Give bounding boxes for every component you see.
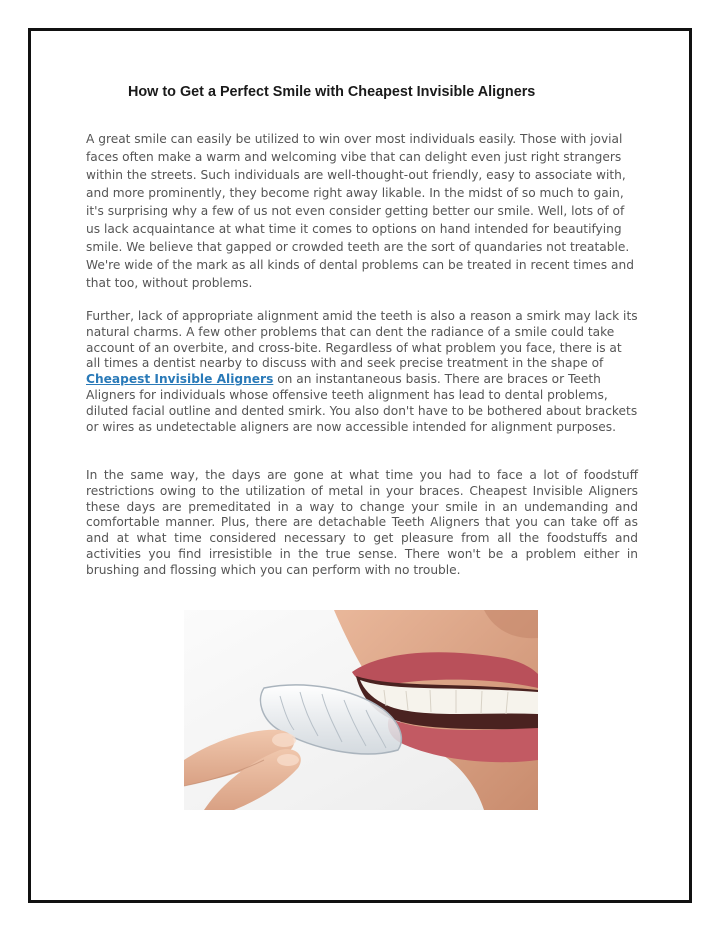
paragraph-alignment-text-start: Further, lack of appropriate alignment amid the teeth is also a reason a smirk may lack its natural charms. A few other problems that can dent the radiance of a smile could take account of an overbite, and cross-bite. Regardless of what problem you face, there is at all times a dentist nearby to discuss with and seek precise treatment in the shape of (86, 309, 638, 371)
smile-aligner-illustration (184, 610, 538, 810)
cheapest-invisible-aligners-link[interactable]: Cheapest Invisible Aligners (86, 372, 274, 387)
paragraph-alignment-text-end: on an instantaneous basis. There are braces or Teeth Aligners for individuals whose offensive teeth alignment has lead to dental problems, diluted facial outline and dented smirk. You also don't have to be bothered about brackets or wires as undetectable aligners are now accessible intended for alignment purposes. (86, 372, 638, 434)
document-title: How to Get a Perfect Smile with Cheapest Invisible Aligners (128, 84, 536, 100)
paragraph-intro: A great smile can easily be utilized to win over most individuals easily. Those with jovial faces often make a warm and welcoming vibe that can delight even just right strangers within the streets. Such individuals are well-thought-out friendly, easy to associate with, and more prominently, they become right away likable. In the midst of so much to gain, it's surprising why a few of us not even consider getting better our smile. Well, lots of of us lack acquaintance at what time it comes to options on hand intended for beautifying smile. We believe that gapped or crowded teeth are the sort of quandaries not treatable. We're wide of the mark as all kinds of dental problems can be treated in recent times and that too, without problems. (86, 132, 634, 290)
page-frame (28, 28, 692, 903)
smile-aligner-photo (184, 610, 538, 810)
paragraph-alignment (86, 309, 638, 435)
paragraph-restrictions: In the same way, the days are gone at what time you had to face a lot of foodstuff restrictions owing to the utilization of metal in your braces. Cheapest Invisible Aligners these days are premeditated in a way to change your smile in an undemanding and comfortable manner. Plus, there are detachable Teeth Aligners that you can take off as and at what time considered necessary to get pleasure from all the foodstuffs and activities you find irresistible in the true sense. There won't be a problem either in brushing and flossing which you can perform with no trouble. (86, 468, 638, 577)
